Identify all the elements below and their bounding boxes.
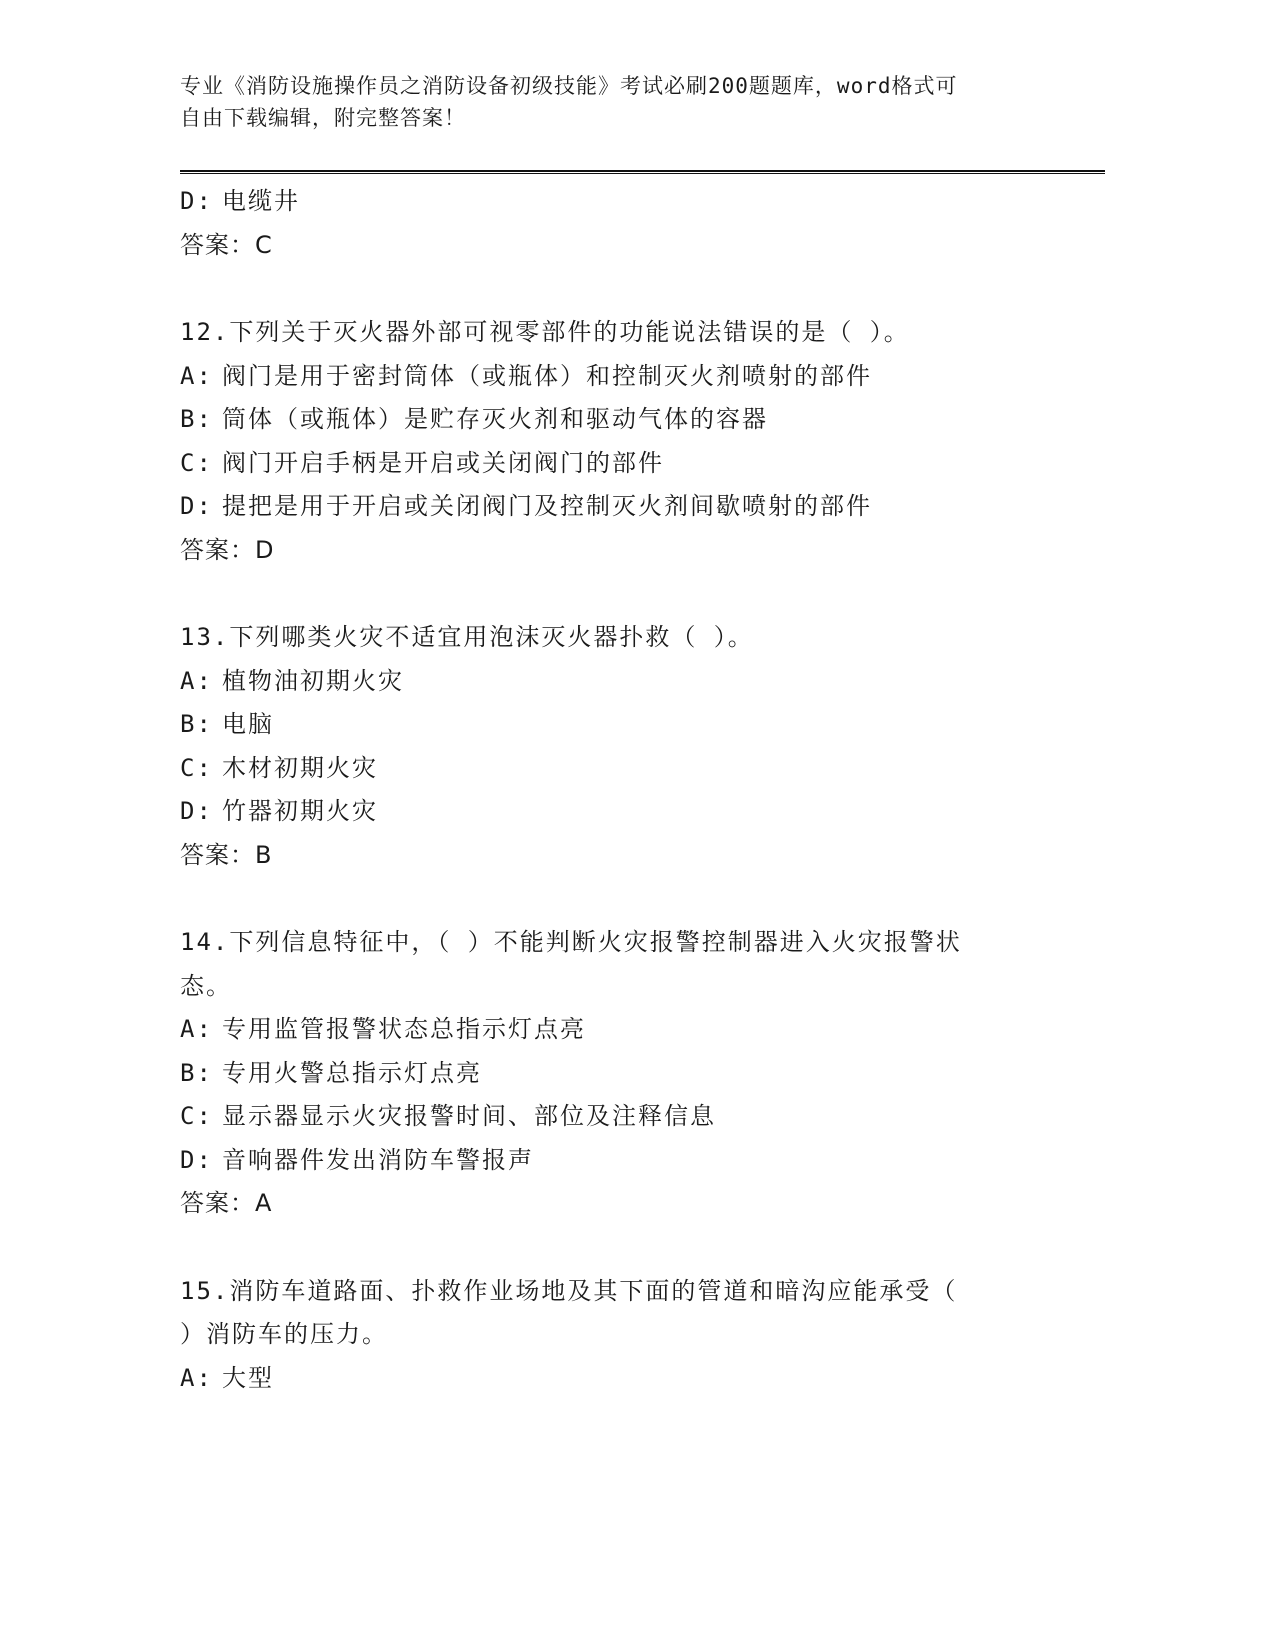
q12-option-a — [180, 355, 1105, 399]
q12-option-c — [180, 442, 1105, 486]
q14-title-line-2: 态。 — [180, 971, 232, 1000]
header-line-2: 自由下载编辑，附完整答案！ — [180, 106, 466, 130]
option-letter: D: — [180, 187, 213, 215]
q13-answer: 答案：B — [180, 840, 273, 869]
option-letter: D: — [180, 797, 213, 825]
option-text: 电脑 — [222, 710, 274, 738]
option-text: 木材初期火灾 — [222, 753, 378, 782]
q14-option-b — [180, 1052, 1105, 1096]
document-header — [180, 70, 1040, 134]
option-letter: C: — [180, 1102, 213, 1130]
option-text: 阀门是用于密封筒体（或瓶体）和控制灭火剂喷射的部件 — [222, 361, 872, 390]
q12-option-d — [180, 485, 1105, 529]
option-letter: B: — [180, 405, 213, 433]
option-text: 专用监管报警状态总指示灯点亮 — [222, 1015, 586, 1043]
option-text: 植物油初期火灾 — [222, 666, 404, 695]
option-text: 显示器显示火灾报警时间、部位及注释信息 — [222, 1102, 716, 1130]
option-text: 专用火警总指示灯点亮 — [222, 1058, 482, 1087]
q12-title: 12.下列关于灭火器外部可视零部件的功能说法错误的是（ ）。 — [180, 318, 910, 346]
option-text: 音响器件发出消防车警报声 — [222, 1145, 534, 1174]
q14-option-c — [180, 1095, 1105, 1139]
option-letter: B: — [180, 1058, 213, 1087]
option-letter: A: — [180, 361, 213, 390]
q13-option-d — [180, 790, 1105, 834]
option-letter: D: — [180, 1145, 213, 1174]
q13-title: 13.下列哪类火灾不适宜用泡沫灭火器扑救（ ）。 — [180, 623, 754, 651]
q12-answer: 答案：D — [180, 535, 275, 564]
q14-option-d — [180, 1139, 1105, 1183]
q13-option-b — [180, 703, 1105, 747]
q14-answer: 答案：A — [180, 1189, 273, 1217]
spacer — [180, 877, 1105, 921]
option-text: 提把是用于开启或关闭阀门及控制灭火剂间歇喷射的部件 — [222, 492, 872, 520]
q15-title — [180, 1270, 1030, 1357]
option-letter: C: — [180, 753, 213, 782]
q14-option-a — [180, 1008, 1105, 1052]
option-letter: B: — [180, 710, 213, 738]
q14-title-line-1: 14.下列信息特征中，（ ）不能判断火灾报警控制器进入火灾报警状 — [180, 928, 962, 956]
spacer — [180, 1226, 1105, 1270]
q13-option-a — [180, 660, 1105, 704]
q15-option-a — [180, 1357, 1105, 1401]
option-letter: A: — [180, 1363, 213, 1392]
document-page — [180, 0, 1105, 1650]
q15-title-line-2: ）消防车的压力。 — [180, 1320, 388, 1348]
header-line-1: 专业《消防设施操作员之消防设备初级技能》考试必刷200题题库，word格式可 — [180, 74, 958, 98]
option-text: 大型 — [222, 1363, 274, 1392]
q11-answer: 答案：C — [180, 230, 273, 259]
spacer — [180, 572, 1105, 616]
q11-option-d — [180, 180, 1105, 224]
q12-option-b — [180, 398, 1105, 442]
option-text: 电缆井 — [222, 187, 300, 215]
spacer — [180, 267, 1105, 311]
question-content — [180, 180, 1105, 1400]
option-text: 筒体（或瓶体）是贮存灭火剂和驱动气体的容器 — [222, 405, 768, 433]
q13-option-c — [180, 747, 1105, 791]
q15-title-line-1: 15.消防车道路面、扑救作业场地及其下面的管道和暗沟应能承受（ — [180, 1276, 958, 1305]
option-text: 阀门开启手柄是开启或关闭阀门的部件 — [222, 448, 664, 477]
option-letter: D: — [180, 492, 213, 520]
option-text: 竹器初期火灾 — [222, 797, 378, 825]
option-letter: C: — [180, 448, 213, 477]
option-letter: A: — [180, 1015, 213, 1043]
option-letter: A: — [180, 666, 213, 695]
q14-title — [180, 921, 1030, 1008]
header-divider — [180, 170, 1105, 174]
